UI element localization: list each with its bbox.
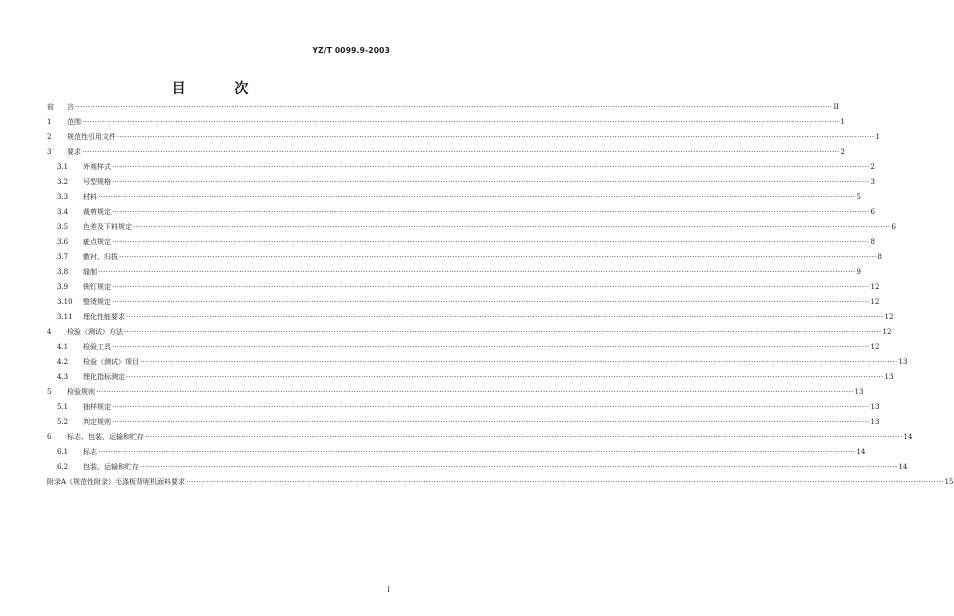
toc-entry-page: 2 (840, 148, 845, 156)
toc-entry-page: 14 (903, 433, 913, 441)
toc-entry[interactable] (47, 325, 892, 340)
toc-entry-title: 标志、包装、运输和贮存 (67, 433, 144, 441)
dot-leader: ············································································································································································································································································································ (140, 463, 898, 471)
page-number: I (387, 586, 390, 594)
dot-leader: ············································································································································································································································································································ (98, 268, 856, 276)
dot-leader: ············································································································································································································································································································ (119, 253, 877, 261)
toc-entry-number: 6 (47, 433, 52, 441)
toc-entry-title: 检验工具 (83, 343, 111, 351)
toc-title: 目 次 (171, 81, 271, 97)
toc-entry-title: 抽样规定 (83, 403, 111, 411)
toc-entry-number: 5 (47, 388, 52, 396)
toc-entry-number: 前 (47, 103, 54, 111)
toc-entry-title: 理化指标测定 (83, 373, 125, 381)
dot-leader: ············································································································································································································································································································ (112, 418, 870, 426)
toc-entry[interactable] (47, 340, 880, 355)
dot-leader: ············································································································································································································································································································ (112, 178, 870, 186)
toc-entry[interactable] (47, 205, 875, 220)
toc-entry-title: 色差及下料规定 (83, 223, 132, 231)
toc-entry-title: 附录A（规范性附录）毛涤板背呢机面料要求 (47, 478, 186, 486)
toc-entry-page: 6 (891, 223, 896, 231)
toc-entry-title: 整烫规定 (83, 298, 111, 306)
dot-leader: ············································································································································································································································································································ (98, 193, 856, 201)
toc-entry[interactable] (47, 265, 861, 280)
toc-entry-number: 4.2 (57, 358, 69, 366)
dot-leader: ············································································································································································································································································································ (186, 478, 944, 486)
toc-entry[interactable] (47, 175, 875, 190)
toc-entry-page: 12 (870, 343, 880, 351)
dot-leader: ············································································································································································································································································································ (133, 223, 891, 231)
toc-entry[interactable] (47, 400, 880, 415)
toc-entry-title: 言 (67, 103, 74, 111)
toc-entry-number: 6.2 (57, 463, 69, 471)
dot-leader: ············································································································································································································································································································ (117, 133, 875, 141)
toc-entry-number: 3.7 (57, 253, 69, 261)
toc-entry-number: 3.4 (57, 208, 69, 216)
toc-entry-page: 12 (870, 298, 880, 306)
toc-entry-page: 9 (856, 268, 861, 276)
toc-entry[interactable] (47, 280, 880, 295)
dot-leader: ············································································································································································································································································································ (75, 103, 833, 111)
toc-entry[interactable] (47, 250, 882, 265)
toc-entry[interactable] (47, 100, 840, 115)
dot-leader: ············································································································································································································································································································ (82, 118, 840, 126)
toc-entry-page: 13 (870, 403, 880, 411)
dot-leader: ············································································································································································································································································································ (145, 433, 903, 441)
dot-leader: ············································································································································································································································································································ (96, 388, 854, 396)
toc-entry-number: 3.1 (57, 163, 69, 171)
toc-entry-page: 14 (898, 463, 908, 471)
toc-entry[interactable] (47, 460, 908, 475)
toc-entry[interactable] (47, 475, 954, 490)
toc-entry[interactable] (47, 190, 861, 205)
toc-entry[interactable] (47, 130, 880, 145)
toc-entry-title: 要求 (67, 148, 81, 156)
toc-entry-page: 1 (875, 133, 880, 141)
toc-entry[interactable] (47, 415, 880, 430)
toc-entry[interactable] (47, 220, 896, 235)
toc-entry-number: 3.11 (57, 313, 73, 321)
dot-leader: ············································································································································································································································································································ (126, 313, 884, 321)
toc-entry-number: 3.5 (57, 223, 69, 231)
dot-leader: ············································································································································································································································································································ (98, 448, 856, 456)
toc-entry-title: 检验规则 (67, 388, 95, 396)
toc-entry-title: 判定规则 (83, 418, 111, 426)
toc-entry-title: 锁钉规定 (83, 283, 111, 291)
toc-entry-title: 疵点规定 (83, 238, 111, 246)
toc-entry-page: 1 (840, 118, 845, 126)
toc-entry-page: 13 (898, 358, 908, 366)
dot-leader: ············································································································································································································································································································ (140, 358, 898, 366)
toc-entry-title: 敷衬、归拔 (83, 253, 118, 261)
standard-code: YZ/T 0099.9-2003 (312, 46, 390, 55)
toc-entry-page: 12 (882, 328, 892, 336)
toc-entry[interactable] (47, 370, 894, 385)
toc-entry-title: 包装、运输和贮存 (83, 463, 139, 471)
toc-entry-number: 2 (47, 133, 52, 141)
toc-entry-title: 检验（测试）方法 (67, 328, 123, 336)
toc-entry-title: 标志 (83, 448, 97, 456)
toc-entry-number: 3 (47, 148, 52, 156)
toc-entry-page: 8 (870, 238, 875, 246)
dot-leader: ············································································································································································································································································································ (112, 298, 870, 306)
toc-entry[interactable] (47, 145, 845, 160)
toc-entry[interactable] (47, 430, 913, 445)
toc-entry-number: 6.1 (57, 448, 69, 456)
toc-entry[interactable] (47, 310, 894, 325)
toc-entry-title: 规范性引用文件 (67, 133, 116, 141)
toc-entry[interactable] (47, 445, 866, 460)
toc-entry-page: 2 (870, 163, 875, 171)
toc-entry-number: 3.3 (57, 193, 69, 201)
toc-entry-page: II (833, 103, 840, 111)
toc-entry-number: 1 (47, 118, 52, 126)
toc-entry[interactable] (47, 355, 908, 370)
toc-entry-number: 4.1 (57, 343, 69, 351)
toc-entry-title: 材料 (83, 193, 97, 201)
toc-entry-page: 14 (856, 448, 866, 456)
toc-entry-page: 3 (870, 178, 875, 186)
toc-entry-number: 3.9 (57, 283, 69, 291)
dot-leader: ············································································································································································································································································································ (112, 208, 870, 216)
toc-entry-number: 4.3 (57, 373, 69, 381)
dot-leader: ············································································································································································································································································································ (112, 238, 870, 246)
toc-entry-title: 裁剪规定 (83, 208, 111, 216)
dot-leader: ············································································································································································································································································································ (112, 403, 870, 411)
toc-entry-page: 13 (884, 373, 894, 381)
toc-entry-title: 理化性能要求 (83, 313, 125, 321)
dot-leader: ············································································································································································································································································································ (112, 283, 870, 291)
toc-entry-number: 3.10 (57, 298, 73, 306)
toc-entry-page: 12 (870, 283, 880, 291)
toc-entry-title: 号型规格 (83, 178, 111, 186)
toc-entry[interactable] (47, 235, 875, 250)
toc-entry-page: 13 (854, 388, 864, 396)
toc-entry-page: 12 (884, 313, 894, 321)
dot-leader: ············································································································································································································································································································ (112, 163, 870, 171)
toc-entry-title: 范围 (67, 118, 81, 126)
toc-entry-page: 6 (870, 208, 875, 216)
toc-entry-number: 4 (47, 328, 52, 336)
toc-entry-title: 外观样式 (83, 163, 111, 171)
dot-leader: ············································································································································································································································································································ (112, 343, 870, 351)
toc-entry-page: 8 (877, 253, 882, 261)
dot-leader: ············································································································································································································································································································ (126, 373, 884, 381)
toc-entry[interactable] (47, 160, 875, 175)
toc-entry-title: 检验（测试）项目 (83, 358, 139, 366)
toc-entry-number: 3.2 (57, 178, 69, 186)
toc-entry[interactable] (47, 295, 880, 310)
toc-entry-number: 5.2 (57, 418, 69, 426)
toc-entry-page: 13 (870, 418, 880, 426)
dot-leader: ············································································································································································································································································································ (82, 148, 840, 156)
table-of-contents (47, 100, 954, 490)
toc-entry-number: 3.8 (57, 268, 69, 276)
toc-entry[interactable] (47, 115, 845, 130)
toc-entry[interactable] (47, 385, 864, 400)
toc-entry-page: 5 (856, 193, 861, 201)
toc-entry-title: 缝制 (83, 268, 97, 276)
toc-entry-number: 3.6 (57, 238, 69, 246)
toc-entry-page: 15 (944, 478, 954, 486)
toc-entry-number: 5.1 (57, 403, 69, 411)
dot-leader: ············································································································································································································································································································ (124, 328, 882, 336)
